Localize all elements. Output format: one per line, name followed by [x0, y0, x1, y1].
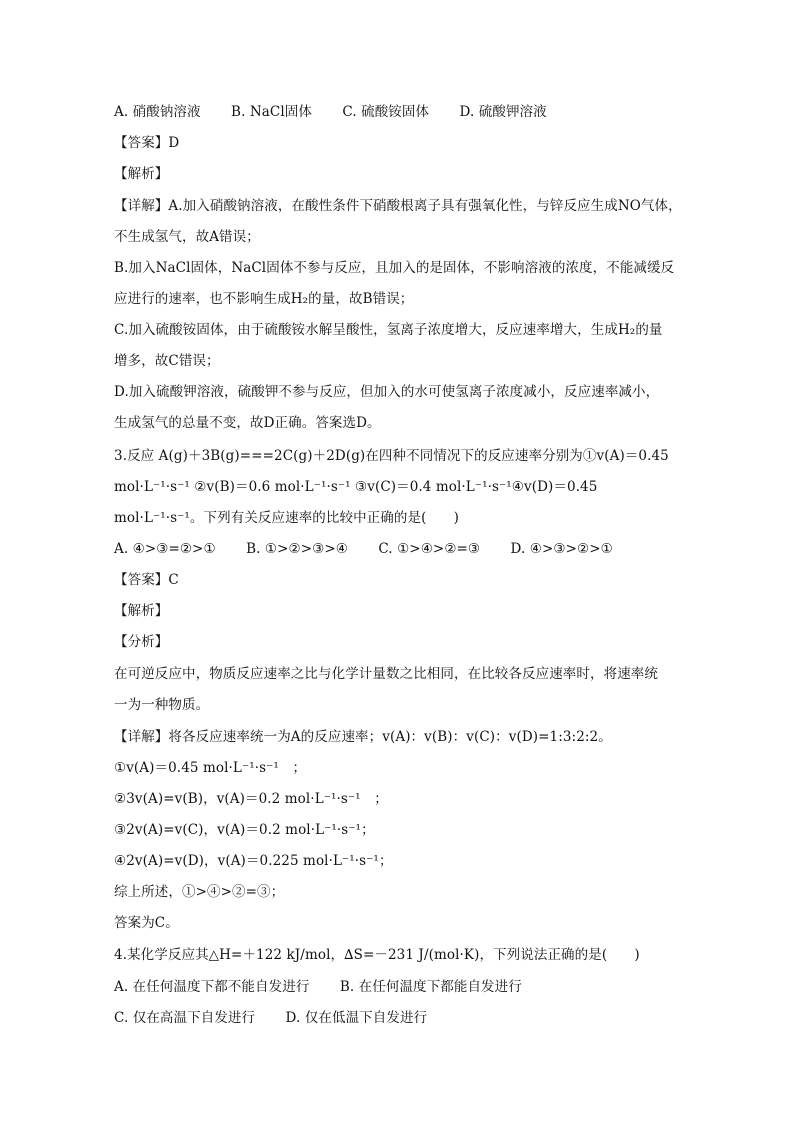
q2-detail-line: 生成氢气的总量不变，故D正确。答案选D。 — [114, 415, 381, 431]
q2-detail-line: 【详解】A.加入硝酸钠溶液，在酸性条件下硝酸根离子具有强氧化性，与锌反应生成NO气体， — [114, 198, 682, 214]
q2-options-row — [114, 102, 674, 122]
q3-fenxi-label: 【分析】 — [114, 634, 169, 650]
q2-detail-line: 不生成氢气，故A错误； — [114, 229, 260, 245]
q3-stem-line: mol·L⁻¹·s⁻¹ ②v(B)＝0.6 mol·L⁻¹·s⁻¹ ③v(C)＝0.4 mol·L⁻¹·s⁻¹④v(D)＝0.45 — [114, 479, 598, 495]
option-a: A. 在任何温度下都不能自发进行 — [114, 979, 310, 995]
option-c: C. 仅在高温下自发进行 — [114, 1010, 256, 1026]
q2-detail-line: 应进行的速率，也不影响生成H₂的量，故B错误； — [114, 291, 414, 307]
option-a: A. 硝酸钠溶液 — [114, 104, 201, 120]
q2-analysis-label: 【解析】 — [114, 166, 169, 182]
option-b: B. NaCl固体 — [231, 104, 312, 120]
q3-detail-line: ③2v(A)=v(C)，v(A)＝0.2 mol·L⁻¹·s⁻¹； — [114, 822, 375, 838]
q3-detail-line: ①v(A)＝0.45 mol·L⁻¹·s⁻¹ ； — [114, 760, 307, 776]
q3-answer: 【答案】C — [114, 572, 179, 588]
q3-fenxi-line: 一为一种物质。 — [114, 697, 210, 713]
option-b: B. ①>②>③>④ — [246, 541, 348, 557]
option-b: B. 在任何温度下都能自发进行 — [339, 979, 522, 995]
option-d: D. 仅在低温下自发进行 — [285, 1010, 428, 1026]
q3-detail-line: ④2v(A)=v(D)，v(A)＝0.225 mol·L⁻¹·s⁻¹； — [114, 853, 393, 869]
q2-answer: 【答案】D — [114, 135, 180, 151]
q2-detail-line: D.加入硫酸钾溶液，硫酸钾不参与反应，但加入的水可使氢离子浓度减小，反应速率减小， — [114, 384, 660, 400]
q4-options-row — [114, 1008, 674, 1028]
q3-detail-line: 【详解】将各反应速率统一为A的反应速率；v(A)：v(B)：v(C)：v(D)=1:3:2:2。 — [114, 729, 612, 745]
q3-detail-line: 答案为C。 — [114, 915, 179, 931]
option-d: D. ④>③>②>① — [510, 541, 613, 557]
q3-fenxi-line: 在可逆反应中，物质反应速率之比与化学计量数之比相同，在比较各反应速率时，将速率统 — [114, 666, 658, 682]
q3-analysis-label: 【解析】 — [114, 603, 169, 619]
q3-detail-line: ②3v(A)=v(B)，v(A)＝0.2 mol·L⁻¹·s⁻¹ ； — [114, 791, 388, 807]
q4-stem: 4.某化学反应其△H=＋122 kJ/mol，∆S=－231 J/(mol·K)，下列说法正确的是( ) — [114, 947, 640, 963]
q3-detail-line: 综上所述，①>④>②=③； — [114, 884, 285, 900]
q3-options-row — [114, 539, 674, 559]
q3-stem-line: 3.反应 A(g)＋3B(g)===2C(g)＋2D(g)在四种不同情况下的反应速率分别为①v(A)＝0.45 — [114, 448, 669, 464]
q2-detail-line: C.加入硫酸铵固体，由于硫酸铵水解呈酸性，氢离子浓度增大，反应速率增大，生成H₂的量 — [114, 322, 663, 338]
option-c: C. ①>④>②=③ — [378, 541, 481, 557]
option-d: D. 硫酸钾溶液 — [459, 104, 547, 120]
q3-stem-line: mol·L⁻¹·s⁻¹。下列有关反应速率的比较中正确的是( ) — [114, 510, 460, 526]
q2-detail-line: 增多，故C错误； — [114, 353, 220, 369]
option-c: C. 硫酸铵固体 — [342, 104, 430, 120]
q2-detail-line: B.加入NaCl固体，NaCl固体不参与反应，且加入的是固体，不影响溶液的浓度，不能减缓反 — [114, 260, 675, 276]
q4-options-row — [114, 977, 674, 997]
option-a: A. ④>③=②>① — [114, 541, 216, 557]
